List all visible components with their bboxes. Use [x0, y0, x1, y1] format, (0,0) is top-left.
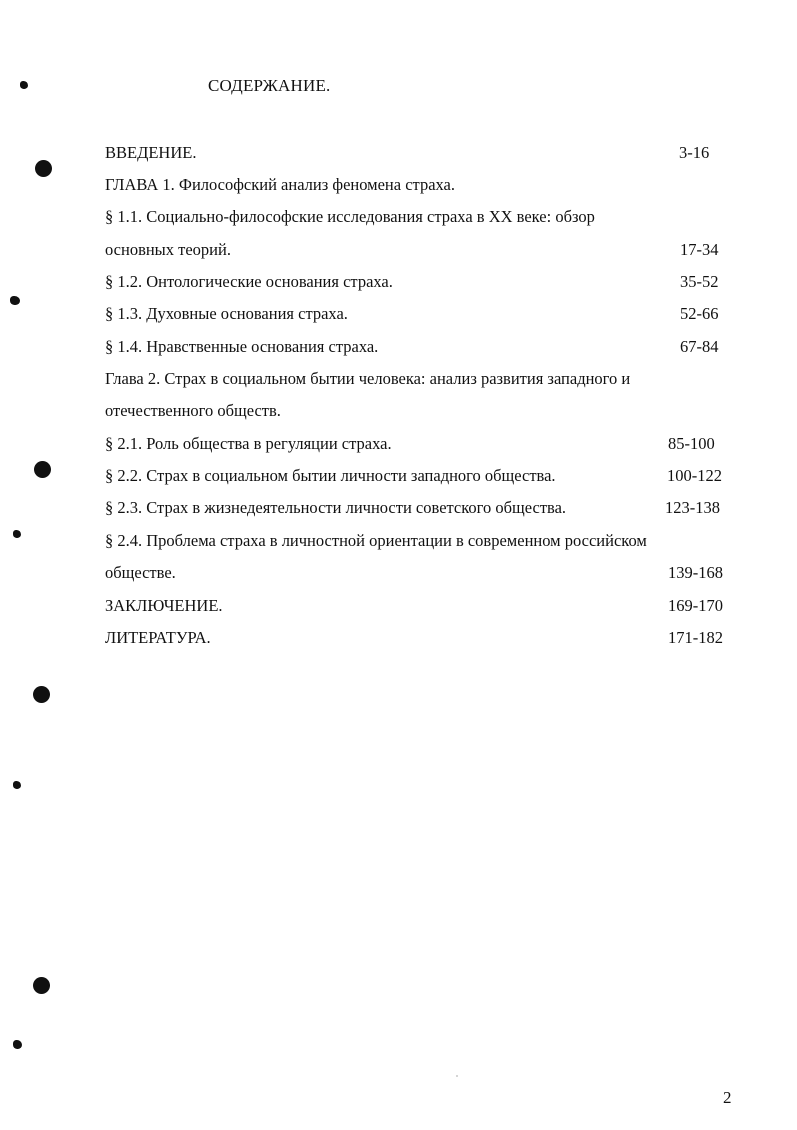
- toc-page-section-1-3: 52-66: [680, 304, 719, 323]
- toc-entry-section-1-3: § 1.3. Духовные основания страха.: [105, 304, 348, 323]
- toc-entry-chapter-2: Глава 2. Страх в социальном бытии человека: анализ развития западного и: [105, 369, 631, 388]
- toc-page-conclusion: 169-170: [668, 596, 723, 615]
- toc-page-section-2-4: 139-168: [668, 563, 723, 582]
- toc-page-literature: 171-182: [668, 628, 723, 647]
- toc-entry-section-1-1-cont: основных теорий.: [105, 240, 231, 259]
- binder-mark: [20, 81, 28, 89]
- toc-entry-literature: ЛИТЕРАТУРА.: [105, 628, 211, 647]
- binder-hole: [33, 686, 50, 703]
- binder-mark: [13, 781, 21, 789]
- toc-page-section-2-2: 100-122: [667, 466, 722, 485]
- toc-page-section-2-1: 85-100: [668, 434, 715, 453]
- binder-hole: [34, 461, 51, 478]
- toc-entry-introduction: ВВЕДЕНИЕ.: [105, 143, 197, 162]
- toc-entry-conclusion: ЗАКЛЮЧЕНИЕ.: [105, 596, 223, 615]
- binder-mark: [10, 296, 20, 305]
- toc-entry-chapter-2-cont: отечественного обществ.: [105, 401, 281, 420]
- binder-mark: [13, 530, 21, 538]
- scan-dust: [456, 1075, 458, 1077]
- toc-page-section-1-4: 67-84: [680, 337, 719, 356]
- binder-mark: [13, 1040, 22, 1049]
- toc-page-section-1-2: 35-52: [680, 272, 719, 291]
- toc-page-introduction: 3-16: [679, 143, 710, 162]
- page-number: 2: [723, 1088, 732, 1107]
- toc-entry-section-1-1: § 1.1. Социально-философские исследования страха в XX веке: обзор: [105, 207, 595, 226]
- toc-entry-section-1-2: § 1.2. Онтологические основания страха.: [105, 272, 393, 291]
- toc-page-section-2-3: 123-138: [665, 498, 720, 517]
- toc-entry-section-2-4-cont: обществе.: [105, 563, 176, 582]
- toc-entry-section-1-4: § 1.4. Нравственные основания страха.: [105, 337, 379, 356]
- binder-hole: [33, 977, 50, 994]
- toc-entry-section-2-4: § 2.4. Проблема страха в личностной ориентации в современном российском: [105, 531, 647, 550]
- binder-hole: [35, 160, 52, 177]
- toc-entry-section-2-3: § 2.3. Страх в жизнедеятельности личности советского общества.: [105, 498, 567, 517]
- toc-entry-chapter-1: ГЛАВА 1. Философский анализ феномена страха.: [105, 175, 456, 194]
- toc-entry-section-2-2: § 2.2. Страх в социальном бытии личности западного общества.: [105, 466, 556, 485]
- page-title: СОДЕРЖАНИЕ.: [208, 76, 331, 95]
- toc-page-section-1-1: 17-34: [680, 240, 719, 259]
- toc-entry-section-2-1: § 2.1. Роль общества в регуляции страха.: [105, 434, 392, 453]
